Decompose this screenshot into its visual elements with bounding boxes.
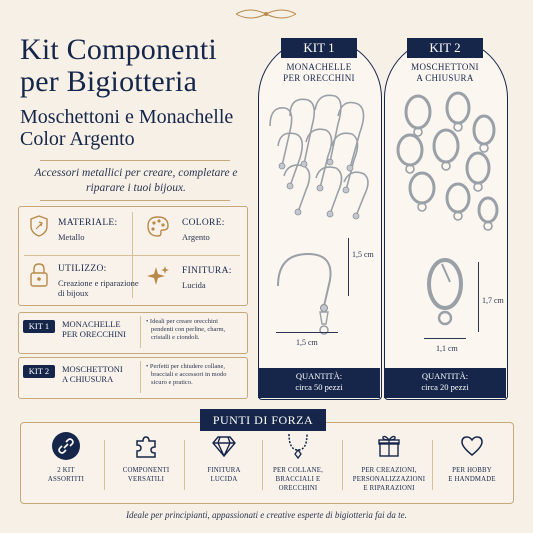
utilizzo-value	[58, 278, 139, 298]
feature-label-line-2: E HANDMADE	[448, 476, 496, 483]
feature-label-line-2: ASSORTITI	[47, 476, 85, 483]
subtitle-line-2: Color Argento	[20, 128, 135, 150]
kit-2-width-dimension: 1,1 cm	[436, 344, 458, 353]
kit-description-line-2: pendenti con perline, charm,	[151, 326, 226, 333]
kit-2-quantity-label: QUANTITÀ:	[421, 371, 469, 381]
feature-item	[258, 432, 338, 493]
kit-2-panel-subtitle	[384, 62, 506, 84]
utilizzo-label: UTILIZZO:	[58, 264, 107, 274]
palette-icon	[146, 215, 170, 237]
kit-description-line-1: • Ideali per creare orecchini	[146, 318, 218, 325]
kit-1-width-dimension: 1,5 cm	[296, 338, 318, 347]
kit-description	[146, 318, 225, 342]
feature-item	[346, 432, 432, 493]
kit-1-subtitle-line-1: MONACHELLE	[286, 62, 352, 72]
kit-description-line-2: bracciali e accessori in modo	[151, 371, 227, 378]
kit-name-line-1: MONACHELLE	[62, 319, 121, 329]
dimension-line	[276, 332, 338, 333]
dimension-line	[424, 338, 466, 339]
utilizzo-value-line-1: Creazione e riparazione	[58, 278, 139, 288]
kit-name	[62, 319, 126, 339]
feature-item	[184, 432, 264, 484]
kit-name-line-2: A CHIUSURA	[62, 374, 114, 384]
kit-2-subtitle-line-1: MOSCHETTONI	[411, 62, 479, 72]
kit-description	[146, 363, 226, 387]
colore-label: COLORE:	[182, 218, 225, 228]
link-icon	[52, 432, 80, 460]
feature-label-line-2: BRACCIALI E	[275, 476, 321, 483]
feature-label-line-1: PER HOBBY	[452, 467, 492, 474]
puzzle-icon	[132, 432, 160, 460]
kit-2-quantity	[384, 368, 506, 398]
feature-separator	[342, 440, 343, 490]
footer-text: Ideale per principianti, appassionati e creative esperte di bigiotteria fai da te.	[126, 510, 407, 520]
dimension-line	[478, 262, 479, 332]
kit-name-line-2: PER ORECCHINI	[62, 329, 126, 339]
feature-label-line-1: 2 KIT	[57, 467, 75, 474]
lobster-clasps-image	[388, 90, 504, 246]
kit-2-height-dimension: 1,7 cm	[482, 296, 504, 305]
page-subtitle	[20, 106, 233, 150]
tagline: Accessori metallici per creare, completare e riparare i tuoi bijoux.	[34, 167, 238, 194]
top-ornament	[234, 6, 298, 22]
divider	[40, 200, 230, 201]
kit-description-line-1: • Perfetti per chiudere collane,	[146, 363, 225, 370]
feature-item	[26, 432, 106, 484]
subtitle-line-1: Moschettoni e Monachelle	[20, 106, 234, 128]
kit-1-height-dimension: 1,5 cm	[352, 250, 374, 259]
dimension-line	[348, 238, 349, 296]
finitura-label: FINITURA:	[182, 266, 232, 276]
kit-1-quantity-label: QUANTITÀ:	[295, 371, 343, 381]
materiale-value: Metallo	[58, 232, 85, 242]
kit-1-quantity-value: circa 50 pezzi	[295, 382, 343, 392]
feature-label-line-1: FINITURA	[207, 467, 241, 474]
kit-2-quantity-value: circa 20 pezzi	[421, 382, 469, 392]
lock-icon	[28, 262, 50, 288]
feature-label-line-3: E RIPARAZIONI	[363, 485, 415, 492]
utilizzo-value-line-2: di bijoux	[58, 288, 89, 298]
diamond-icon	[210, 432, 238, 460]
kit-badge: KIT 1	[23, 320, 55, 333]
lobster-clasp-detail-image	[420, 252, 470, 332]
earring-hook-detail-image	[268, 246, 358, 336]
finitura-value: Lucida	[182, 280, 206, 290]
feature-label-line-2: LUCIDA	[210, 476, 238, 483]
page-title	[20, 34, 217, 98]
title-line-2: per Bigiotteria	[20, 65, 198, 98]
necklace-icon	[284, 432, 312, 460]
sparkle-icon	[146, 264, 170, 288]
features-heading: PUNTI DI FORZA	[200, 409, 326, 431]
kit-separator	[140, 361, 141, 393]
kit-description-line-3: sicuro e pratico.	[151, 379, 193, 386]
kit-description-line-3: cristalli e ciondoli.	[151, 334, 200, 341]
kit-separator	[140, 316, 141, 348]
feature-item	[106, 432, 186, 484]
feature-label-line-2: VERSATILI	[127, 476, 165, 483]
feature-label-line-1: PER CREAZIONI,	[361, 467, 417, 474]
kit-1-quantity	[258, 368, 380, 398]
kit-2-panel-heading: KIT 2	[407, 38, 483, 58]
shield-icon	[28, 214, 50, 238]
feature-separator	[104, 440, 105, 490]
properties-separator	[24, 255, 240, 256]
gift-icon	[375, 432, 403, 460]
kit-1-panel-heading: KIT 1	[281, 38, 357, 58]
feature-label-line-3: ORECCHINI	[278, 485, 318, 492]
kit-name	[62, 364, 123, 384]
materiale-label: MATERIALE:	[58, 218, 118, 228]
feature-label-line-1: COMPONENTI	[122, 467, 170, 474]
kit-name-line-1: MOSCHETTONI	[62, 364, 123, 374]
feature-item	[432, 432, 512, 484]
title-line-1: Kit Componenti	[20, 33, 217, 66]
feature-label-line-2: PERSONALIZZAZIONI	[352, 476, 426, 483]
colore-value: Argento	[182, 232, 210, 242]
heart-icon	[458, 432, 486, 460]
kit-1-subtitle-line-2: PER ORECCHINI	[283, 73, 355, 83]
earring-hooks-image	[260, 86, 378, 246]
kit-badge: KIT 2	[23, 365, 55, 378]
feature-label-line-1: PER COLLANE,	[273, 467, 323, 474]
kit-2-subtitle-line-2: A CHIUSURA	[416, 73, 474, 83]
divider	[40, 160, 230, 161]
kit-1-panel-subtitle	[258, 62, 380, 84]
